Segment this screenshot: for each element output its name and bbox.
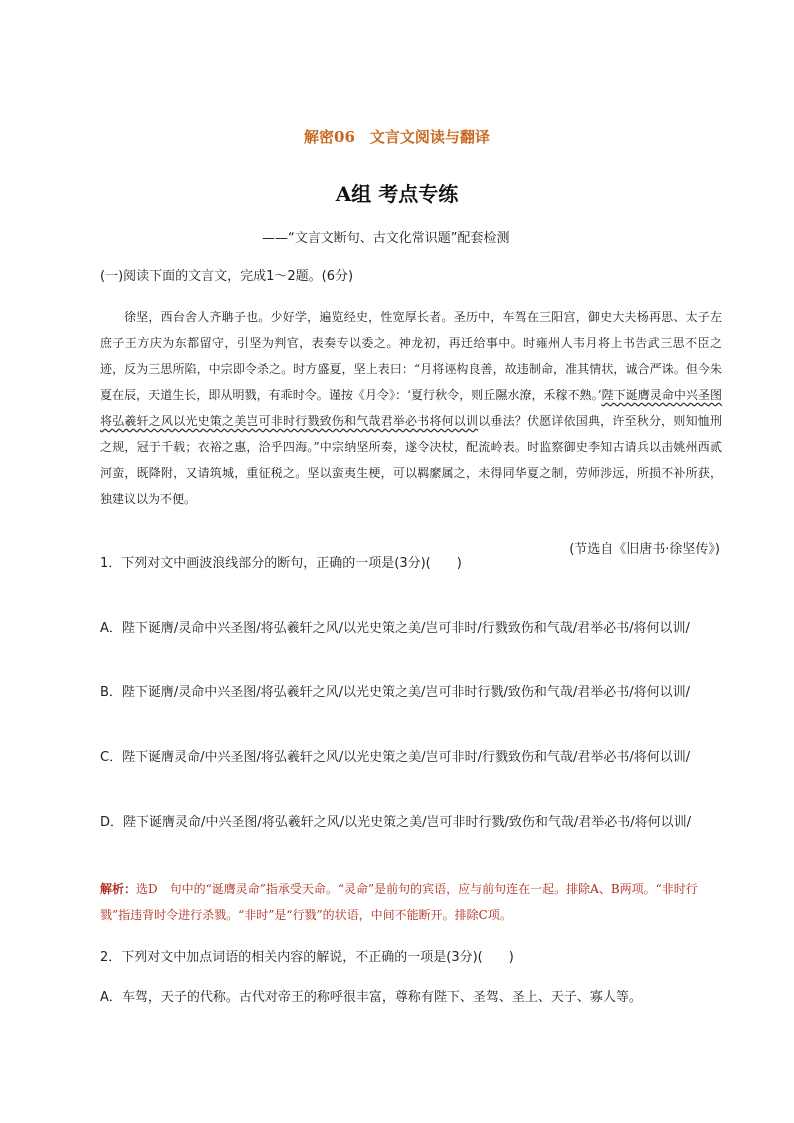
- question-1-option-a: A．陛下诞膺/灵命中兴圣图/将弘羲轩之风/以光史策之美/岂可非时/行戮致伤和气哉/君举必书/将何以训/: [100, 621, 690, 636]
- passage-source: (节选自《旧唐书·徐坚传》): [569, 542, 720, 557]
- group-title: A组 考点专练: [335, 182, 459, 206]
- subtitle: ——“文言文断句、古文化常识题”配套检测: [262, 231, 510, 246]
- passage-wavy-underline: 陛下诞膺灵命中兴圣图将弘羲轩之风以光史策之美岂可非时行戮致伤和气哉君举必书将何以训: [100, 388, 722, 428]
- analysis-label: 解析：: [100, 882, 137, 896]
- passage-text-after: 以垂法？伏愿详依国典，许至秋分，则知恤刑之规，冠于千载；衣裕之惠，洽乎四海。”中宗纳坚所奏，遂令决杖，配流岭表。时监察御史李知古请兵以击姚州西贰河蛮，既降附，又请筑城，重征税之。坚以蛮夷生梗，可以羁縻属之，未得同华夏之制，劳师涉远，所损不补所获，独建议以为不便。: [100, 414, 722, 506]
- reading-intro: (一)阅读下面的文言文，完成1～2题。(6分): [100, 269, 354, 284]
- classical-passage: [100, 304, 722, 512]
- question-1-analysis: [100, 876, 722, 928]
- question-2-option-a: A．车驾，天子的代称。古代对帝王的称呼很丰富，尊称有陛下、圣驾、圣上、天子、寡人等。: [100, 990, 642, 1005]
- passage-text-before: 徐坚，西台舍人齐聃子也。少好学，遍览经史，性宽厚长者。圣历中，车驾在三阳宫，御史大夫杨再思、太子左庶子王方庆为东都留守，引坚为判官，表奏专以委之。神龙初，再迁给事中。时雍州人韦月将上书告武三思不臣之迹，反为三思所陷，中宗即令杀之。时方盛夏，坚上表曰：“月将诬构良善，故违制命，准其情状，诚合严诛。但今朱夏在辰，天道生长，即从明戮，有乖时令。谨按《月令》：‘夏行秋令，则丘隰水潦，禾稼不熟。’: [100, 310, 722, 402]
- analysis-text: 选D 句中的“诞膺灵命”指承受天命。“灵命”是前句的宾语，应与前句连在一起。排除A、B两项。“非时行戮”指违背时令进行杀戮。“非时”是“行戮”的状语，中间不能断开。排除C项。: [100, 882, 698, 922]
- document-title: 解密06 文言文阅读与翻译: [304, 128, 490, 146]
- question-1-option-c: C．陛下诞膺灵命/中兴圣图/将弘羲轩之风/以光史策之美/岂可非时/行戮致伤和气哉/君举必书/将何以训/: [100, 750, 691, 765]
- question-1-stem: 1．下列对文中画波浪线部分的断句，正确的一项是(3分)( ): [100, 556, 462, 571]
- question-2-stem: 2．下列对文中加点词语的相关内容的解说，不正确的一项是(3分)( ): [100, 950, 514, 965]
- question-1-option-b: B．陛下诞膺/灵命中兴圣图/将弘羲轩之风/以光史策之美/岂可非时行戮/致伤和气哉/君举必书/将何以训/: [100, 685, 690, 700]
- question-1-option-d: D．陛下诞膺灵命/中兴圣图/将弘羲轩之风/以光史策之美/岂可非时行戮/致伤和气哉/君举必书/将何以训/: [100, 815, 692, 830]
